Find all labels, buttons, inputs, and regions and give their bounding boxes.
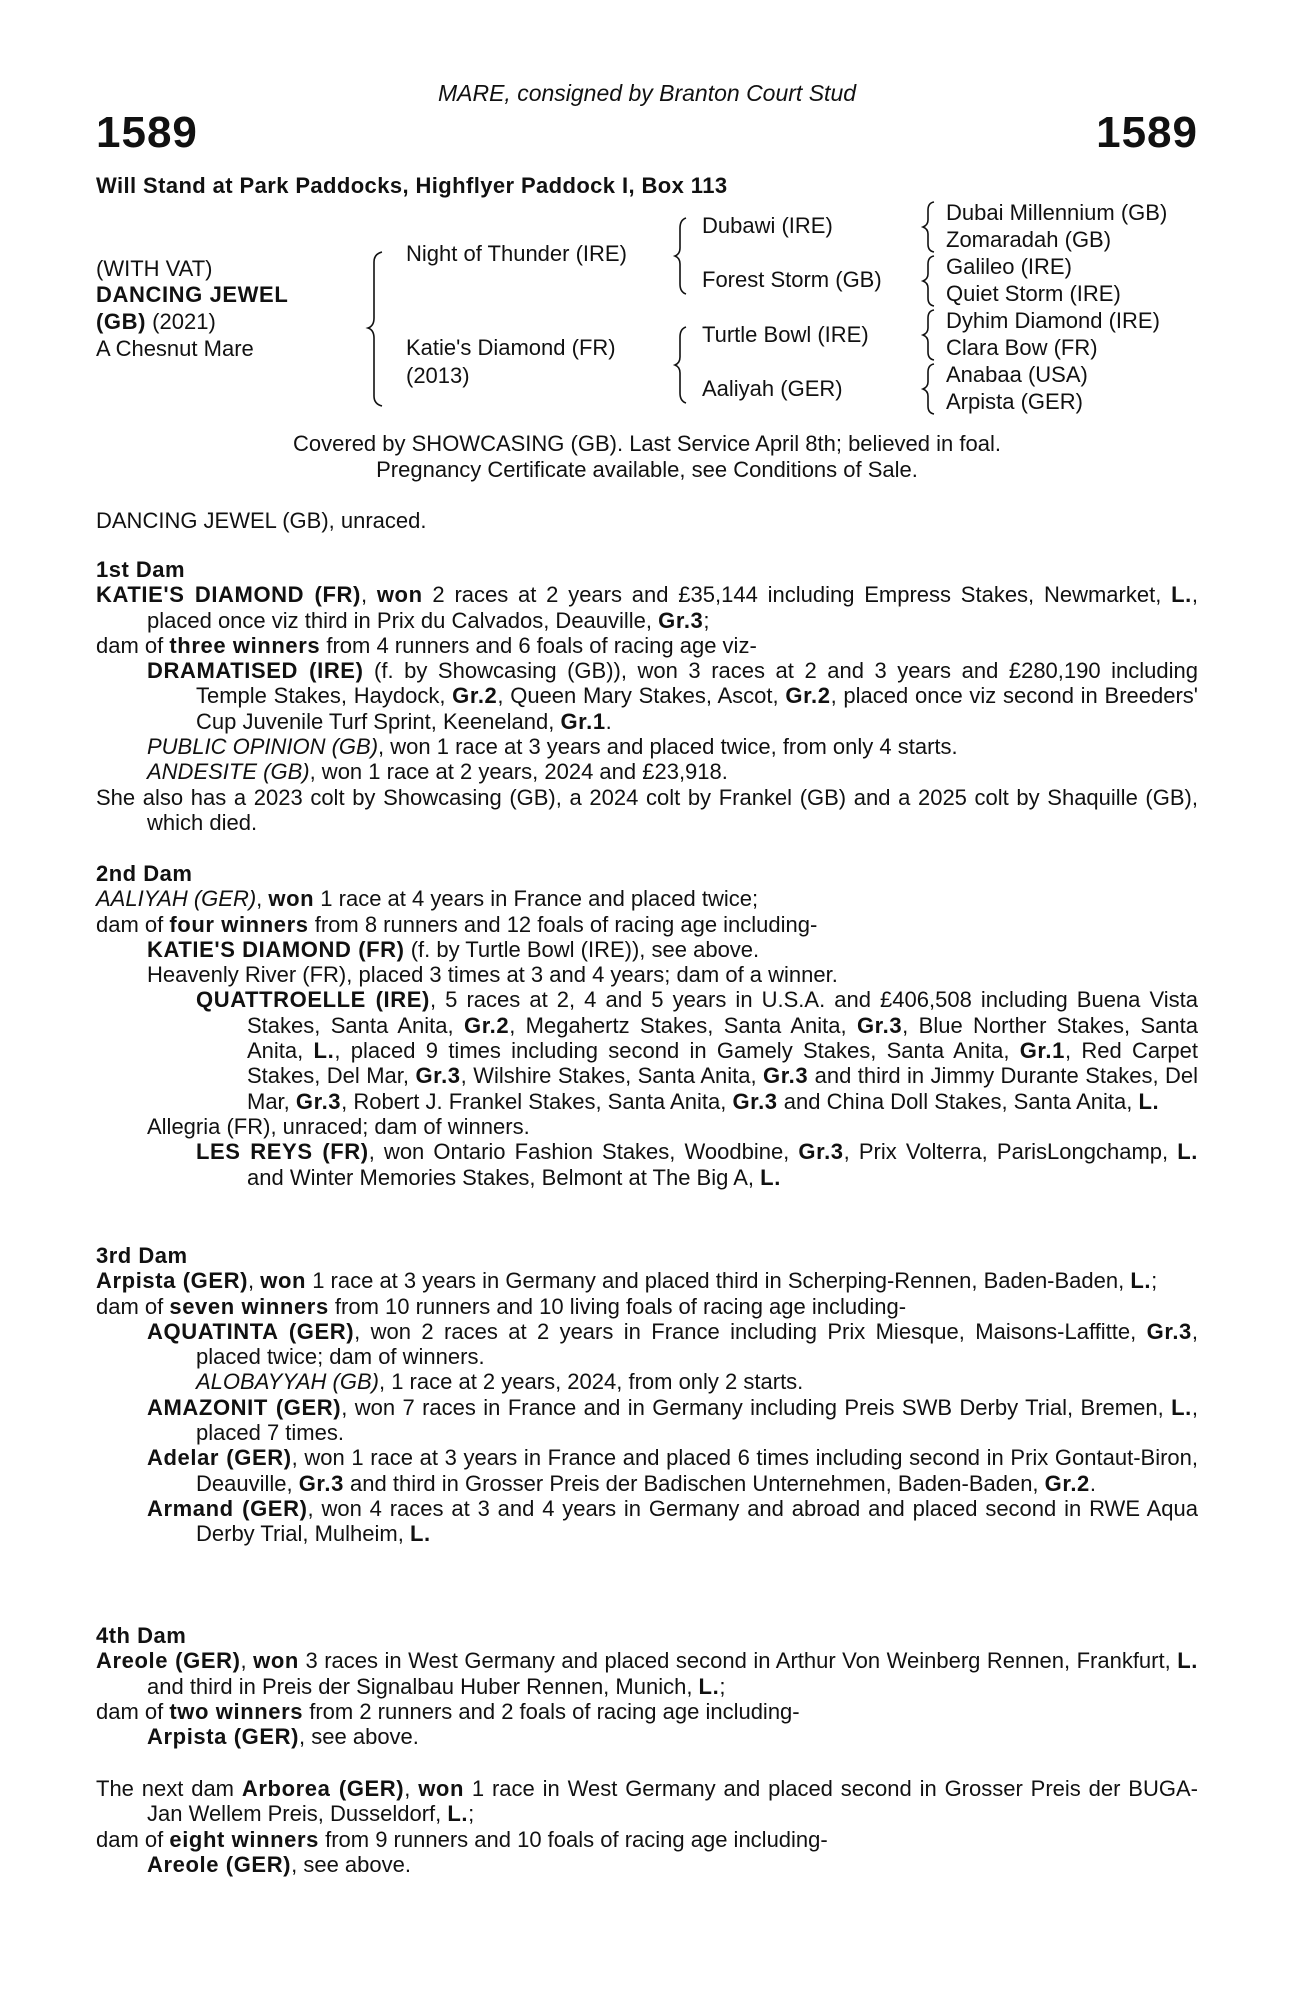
bold-text: won xyxy=(253,1648,299,1674)
text: , won 1 race at 2 years, 2024 and £23,918. xyxy=(309,759,728,785)
text: , placed once viz second in Breeders' Cup Juvenile Turf Sprint, Keeneland, xyxy=(196,683,1198,734)
text: , won Ontario Fashion Stakes, Woodbine, xyxy=(368,1139,799,1165)
text: , Megahertz Stakes, Santa Anita, xyxy=(509,1012,857,1038)
text: , xyxy=(360,582,377,608)
pedigree-paragraph xyxy=(96,785,1198,836)
text: , won 1 race at 3 years and placed twice, from only 4 starts. xyxy=(378,734,958,760)
italic-text: PUBLIC OPINION (GB) xyxy=(147,734,379,760)
text: , 5 races at 2, 4 and 5 years in U.S.A. and £406,508 including Buena Vista Stakes, Santa Anita, xyxy=(247,987,1198,1038)
great-grandparent: Quiet Storm (IRE) xyxy=(946,281,1121,306)
horse-description: A Chesnut Mare xyxy=(96,336,254,361)
text: (f. by Turtle Bowl (IRE)), see above. xyxy=(404,936,760,962)
bold-text: two winners xyxy=(169,1698,304,1724)
pedigree-paragraph xyxy=(96,912,1198,937)
bold-text: Gr.2 xyxy=(785,683,831,709)
bold-text: Gr.2 xyxy=(463,1012,510,1038)
bold-text: L. xyxy=(447,1801,469,1827)
great-grandparent: Dubai Millennium (GB) xyxy=(946,200,1168,225)
bold-text: Gr.2 xyxy=(1044,1470,1090,1496)
text: 2 races at 2 years and £35,144 including Empress Stakes, Newmarket, xyxy=(422,582,1172,608)
bold-text: Arborea (GER) xyxy=(241,1776,405,1801)
bold-text: L. xyxy=(1177,1648,1198,1674)
pedigree-paragraph xyxy=(96,962,1198,987)
bold-text: four winners xyxy=(169,911,309,937)
covered-line-2: Pregnancy Certificate available, see Conditions of Sale. xyxy=(376,457,918,482)
pedigree-paragraph xyxy=(96,1724,1198,1749)
text: , Wilshire Stakes, Santa Anita, xyxy=(460,1063,764,1089)
grandsire-2: Turtle Bowl (IRE) xyxy=(702,322,869,347)
text: dam of xyxy=(96,1698,170,1724)
text: and third in Grosser Preis der Badischen Unternehmen, Baden-Baden, xyxy=(343,1470,1045,1496)
pedigree-paragraph xyxy=(96,1139,1198,1190)
bold-text: Gr.3 xyxy=(798,1139,844,1165)
dam-year: (2013) xyxy=(406,363,470,388)
pedigree-paragraph xyxy=(96,734,1198,759)
great-grandparent: Arpista (GER) xyxy=(946,389,1083,414)
text: Heavenly River (FR), placed 3 times at 3 and 4 years; dam of a winner. xyxy=(147,962,838,988)
text: , 1 race at 2 years, 2024, from only 2 starts. xyxy=(378,1369,804,1395)
bold-text: Gr.3 xyxy=(732,1088,778,1114)
bold-text: Areole (GER) xyxy=(96,1648,241,1674)
bold-text: Gr.3 xyxy=(415,1063,461,1089)
bold-text: L. xyxy=(1171,582,1192,608)
bold-text: DRAMATISED (IRE) xyxy=(147,658,364,684)
great-grandparent: Zomaradah (GB) xyxy=(946,227,1112,252)
great-grandparent: Clara Bow (FR) xyxy=(946,335,1098,360)
bold-text: L. xyxy=(760,1164,781,1190)
granddam-2: Aaliyah (GER) xyxy=(702,376,843,401)
text: 1 race at 4 years in France and placed twice; xyxy=(314,886,759,912)
bold-text: L. xyxy=(698,1673,720,1699)
text: , placed once viz third in Prix du Calvados, Deauville, xyxy=(147,582,1198,633)
text: , xyxy=(248,1268,261,1294)
bold-text: LES REYS (FR) xyxy=(196,1139,369,1165)
text: from 4 runners and 6 foals of racing age viz- xyxy=(320,632,757,658)
bold-text: KATIE'S DIAMOND (FR) xyxy=(147,936,405,962)
section-heading: 2nd Dam xyxy=(96,861,193,886)
text: 1 race at 3 years in Germany and placed third in Scherping-Rennen, Baden-Baden, xyxy=(306,1268,1131,1294)
granddam-1: Forest Storm (GB) xyxy=(702,267,882,292)
section-next-dam xyxy=(96,1776,1198,1877)
covering-note xyxy=(96,431,1198,483)
horse-year: (2021) xyxy=(146,309,216,334)
pedigree-paragraph xyxy=(96,633,1198,658)
italic-text: AALIYAH (GER) xyxy=(96,886,257,912)
bold-text: Armand (GER) xyxy=(147,1495,308,1521)
text: , see above. xyxy=(291,1851,411,1877)
text: , xyxy=(404,1776,419,1801)
text: , Prix Volterra, ParisLongchamp, xyxy=(843,1139,1178,1165)
bold-text: Arpista (GER) xyxy=(96,1268,249,1294)
text: and China Doll Stakes, Santa Anita, xyxy=(777,1088,1139,1114)
pedigree-paragraph xyxy=(96,1496,1198,1547)
text: ; xyxy=(468,1801,475,1827)
pedigree-paragraph xyxy=(96,1445,1198,1496)
bold-text: L. xyxy=(1171,1394,1192,1420)
pedigree-paragraph xyxy=(96,1852,1198,1877)
bold-text: won xyxy=(260,1268,307,1294)
text: The next dam xyxy=(96,1776,242,1801)
pedigree-paragraph xyxy=(96,886,1198,911)
bold-text: three winners xyxy=(169,632,321,658)
text: and Winter Memories Stakes, Belmont at The Big A, xyxy=(247,1164,761,1190)
text: 1 race in West Germany and placed second in Grosser Preis der BUGA-Jan Wellem Preis, Dusseldorf, xyxy=(147,1776,1198,1827)
text: from 9 runners and 10 foals of racing age including- xyxy=(318,1826,828,1852)
horse-name: DANCING JEWEL xyxy=(96,282,289,307)
italic-text: ANDESITE (GB) xyxy=(147,759,310,785)
pedigree-paragraph xyxy=(96,937,1198,962)
text: , Red Carpet Stakes, Del Mar, xyxy=(247,1038,1198,1089)
text: , Blue Norther Stakes, Santa Anita, xyxy=(247,1012,1198,1064)
bold-text: QUATTROELLE (IRE) xyxy=(196,987,430,1013)
great-grandparent: Galileo (IRE) xyxy=(946,254,1072,279)
bold-text: Arpista (GER) xyxy=(147,1724,300,1750)
bold-text: Gr.1 xyxy=(560,708,606,734)
bold-text: eight winners xyxy=(169,1826,319,1852)
bold-text: Areole (GER) xyxy=(147,1851,292,1877)
stand-location: Will Stand at Park Paddocks, Highflyer Paddock I, Box 113 xyxy=(96,173,728,198)
bold-text: L. xyxy=(1130,1268,1152,1294)
pedigree-paragraph xyxy=(96,582,1198,633)
text: and third in Jimmy Durante Stakes, Del Mar, xyxy=(247,1063,1198,1114)
race-summary: DANCING JEWEL (GB), unraced. xyxy=(96,508,427,533)
section-heading: 4th Dam xyxy=(96,1623,187,1648)
bold-text: Gr.3 xyxy=(295,1088,342,1114)
text: (f. by Showcasing (GB)), won 3 races at 2 and 3 years and £280,190 including Temple Stakes, Haydock, xyxy=(196,658,1198,709)
text: from 10 runners and 10 living foals of racing age including- xyxy=(328,1293,907,1319)
bold-text: Gr.3 xyxy=(658,607,704,633)
bold-text: L. xyxy=(1177,1139,1198,1165)
pedigree-paragraph xyxy=(96,759,1198,784)
pedigree-braces xyxy=(0,0,1315,440)
covered-line-1: Covered by SHOWCASING (GB). Last Service April 8th; believed in foal. xyxy=(293,431,1001,456)
italic-text: ALOBAYYAH (GB) xyxy=(196,1369,379,1395)
sire: Night of Thunder (IRE) xyxy=(406,241,627,266)
brace-icon xyxy=(368,252,382,406)
text: , Robert J. Frankel Stakes, Santa Anita, xyxy=(341,1088,733,1114)
section-heading: 3rd Dam xyxy=(96,1243,188,1268)
text: , won 4 races at 3 and 4 years in Germany and abroad and placed second in RWE Aqua Derby Trial, Mulheim, xyxy=(196,1495,1199,1547)
text: from 2 runners and 2 foals of racing age including- xyxy=(303,1698,800,1724)
text: from 8 runners and 12 foals of racing age including- xyxy=(308,911,818,937)
great-grandparent: Dyhim Diamond (IRE) xyxy=(946,308,1160,333)
section-3rd-dam xyxy=(96,1243,1198,1547)
pedigree-paragraph xyxy=(96,1369,1198,1394)
bold-text: L. xyxy=(409,1521,431,1547)
pedigree-paragraph xyxy=(96,1268,1198,1293)
text: , xyxy=(240,1648,254,1674)
pedigree-paragraph xyxy=(96,1294,1198,1319)
text: and third in Preis der Signalbau Huber Rennen, Munich, xyxy=(147,1673,699,1699)
pedigree-paragraph xyxy=(96,1114,1198,1139)
text: ; xyxy=(719,1673,726,1699)
text: She also has a 2023 colt by Showcasing (GB), a 2024 colt by Frankel (GB) and a 2025 colt by Shaquille (GB), which died. xyxy=(96,784,1198,835)
section-heading: 1st Dam xyxy=(96,557,186,582)
text: ; xyxy=(1151,1268,1158,1294)
text: . xyxy=(1089,1470,1097,1496)
bold-text: Adelar (GER) xyxy=(147,1445,292,1471)
dam: Katie's Diamond (FR) xyxy=(406,335,616,360)
brace-icon xyxy=(923,256,934,306)
text: , Queen Mary Stakes, Ascot, xyxy=(497,683,786,709)
grandsire-1: Dubawi (IRE) xyxy=(702,213,833,238)
pedigree-paragraph xyxy=(96,1827,1198,1852)
brace-icon xyxy=(675,218,686,294)
bold-text: KATIE'S DIAMOND (FR) xyxy=(96,582,361,608)
bold-text: Gr.3 xyxy=(763,1063,809,1089)
text: , see above. xyxy=(299,1724,419,1750)
section-2nd-dam xyxy=(96,861,1198,1190)
brace-icon xyxy=(923,310,934,360)
text: , won 1 race at 3 years in France and placed 6 times including second in Prix Gontaut-Biron, Deauville, xyxy=(196,1445,1199,1496)
text: , won 7 races in France and in Germany including Preis SWB Derby Trial, Bremen, xyxy=(341,1394,1172,1420)
section-1st-dam xyxy=(96,557,1198,835)
pedigree-paragraph xyxy=(96,987,1198,1113)
pedigree-paragraph xyxy=(96,1776,1198,1827)
bold-text: Gr.3 xyxy=(1146,1318,1192,1344)
text: dam of xyxy=(96,911,170,937)
bold-text: AQUATINTA (GER) xyxy=(147,1318,355,1344)
bold-text: L. xyxy=(313,1038,335,1064)
text: , placed 7 times. xyxy=(196,1394,1198,1446)
bold-text: L. xyxy=(1138,1088,1160,1114)
bold-text: Gr.3 xyxy=(298,1470,344,1496)
bold-text: won xyxy=(268,886,315,912)
pedigree-paragraph xyxy=(96,1648,1198,1699)
lot-number-left: 1589 xyxy=(96,108,198,157)
text: , xyxy=(256,886,269,912)
text: ; xyxy=(703,607,710,633)
horse-origin: (GB) xyxy=(96,309,147,334)
pedigree-paragraph xyxy=(96,658,1198,734)
text: , placed twice; dam of winners. xyxy=(196,1318,1198,1370)
bold-text: Gr.2 xyxy=(452,683,498,709)
text: . xyxy=(605,708,612,734)
bold-text: Gr.3 xyxy=(856,1012,903,1038)
bold-text: seven winners xyxy=(169,1293,329,1319)
bold-text: Gr.1 xyxy=(1019,1038,1065,1064)
pedigree-paragraph xyxy=(96,1319,1198,1370)
text: dam of xyxy=(96,1293,170,1319)
great-grandparent: Anabaa (USA) xyxy=(946,362,1088,387)
brace-icon xyxy=(923,364,934,414)
bold-text: AMAZONIT (GER) xyxy=(147,1394,342,1420)
text: Allegria (FR), unraced; dam of winners. xyxy=(147,1113,530,1139)
vat-label: (WITH VAT) xyxy=(96,256,213,281)
section-4th-dam xyxy=(96,1623,1198,1749)
consignment-line: MARE, consigned by Branton Court Stud xyxy=(437,80,857,106)
bold-text: won xyxy=(376,582,423,608)
lot-number-right: 1589 xyxy=(1096,108,1198,157)
brace-icon xyxy=(675,327,686,403)
text: dam of xyxy=(96,632,170,658)
pedigree-paragraph xyxy=(96,1395,1198,1446)
text: , placed 9 times including second in Gamely Stakes, Santa Anita, xyxy=(334,1038,1020,1064)
text: , won 2 races at 2 years in France including Prix Miesque, Maisons-Laffitte, xyxy=(354,1318,1147,1344)
text: dam of xyxy=(96,1826,170,1852)
text: 3 races in West Germany and placed second in Arthur Von Weinberg Rennen, Frankfurt, xyxy=(298,1648,1178,1674)
bold-text: won xyxy=(418,1776,465,1801)
brace-icon xyxy=(923,202,934,252)
pedigree-paragraph xyxy=(96,1699,1198,1724)
